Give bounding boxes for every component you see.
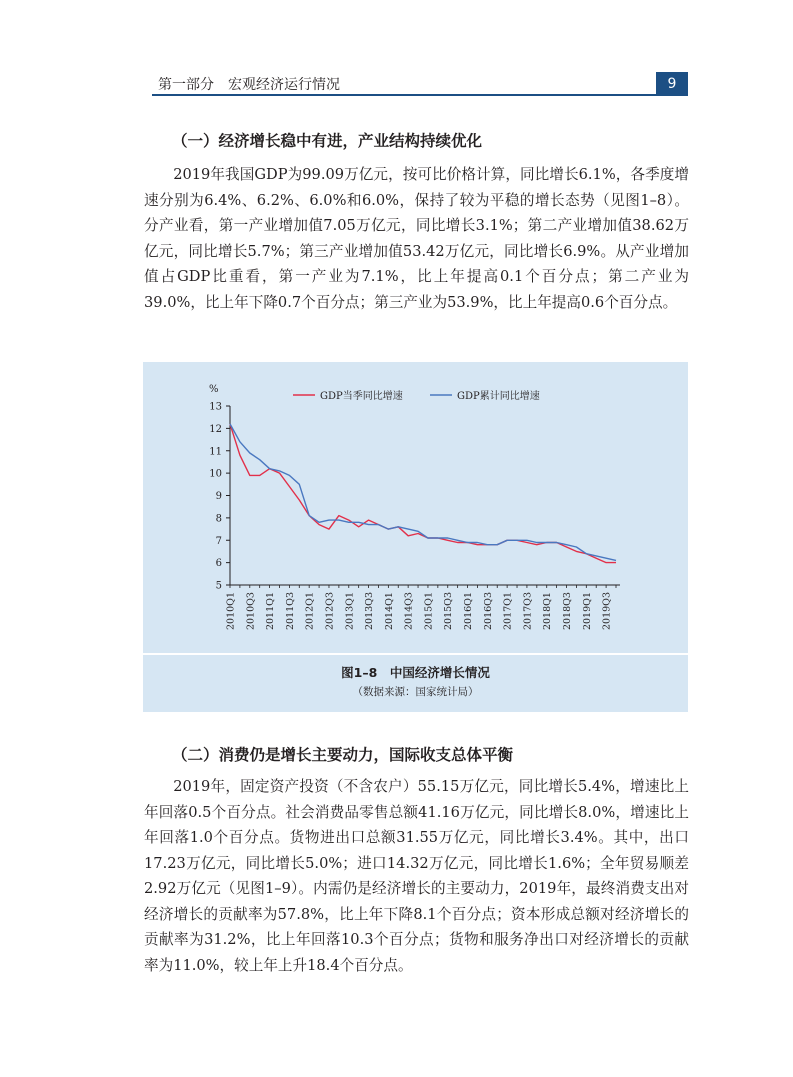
x-tick-label: 2018Q3 [562,592,574,631]
x-tick-label: 2013Q3 [364,592,376,631]
x-tick-label: 2010Q3 [245,592,257,631]
figure-source: （数据来源：国家统计局） [352,686,479,698]
y-tick-label: 6 [215,558,222,570]
x-tick-label: 2013Q1 [344,592,356,631]
page-number: 9 [656,72,688,96]
figure-caption-separator [143,653,688,655]
figure-caption: 图1–8 中国经济增长情况 [341,665,490,680]
x-tick-label: 2017Q1 [502,592,514,631]
header-rule [152,94,688,96]
x-tick-label: 2015Q1 [423,592,435,631]
chart-legend [293,389,540,402]
x-tick-label: 2018Q1 [542,592,554,631]
figure-1-8 [143,362,688,712]
series-line-cumulative [230,424,616,561]
section-heading-1: （一）经济增长稳中有进，产业结构持续优化 [172,132,483,150]
y-tick-label: 10 [209,468,222,480]
y-tick-label: 8 [215,513,222,525]
x-tick-label: 2015Q3 [443,592,455,631]
x-tick-label: 2011Q3 [284,592,296,631]
x-tick-label: 2012Q3 [324,592,336,631]
x-tick-label: 2016Q1 [463,592,475,631]
running-header-section: 第一部分 宏观经济运行情况 [158,77,340,93]
y-tick-label: 9 [215,491,222,502]
y-tick-label: 13 [209,401,222,413]
section-paragraph-2: 2019年，固定资产投资（不含农户）55.15万亿元，同比增长5.4%，增速比上年回落0.5个百分点。社会消费品零售总额41.16万亿元，同比增长8.0%，增速比上年回落1.0个百分点。货物进出口总额31.55万亿元，同比增长3.4%。其中，出口17.23万亿元，同比增长5.0%；进口14.32万亿元，同比增长1.6%；全年贸易顺差2.92万亿元（见图1–9）。内需仍是经济增长的主要动力，2019年，最终消费支出对经济增长的贡献率为57.8%，比上年下降8.1个百分点；资本形成总额对经济增长的贡献率为31.2%，比上年回落10.3个百分点；货物和服务净出口对经济增长的贡献率为11.0%，较上年上升18.4个百分点。 [144,778,689,974]
y-tick-label: 7 [215,535,222,547]
x-tick-label: 2012Q1 [304,592,316,631]
running-header [152,72,688,96]
y-axis-unit: % [209,384,219,395]
legend-label-quarterly: GDP当季同比增速 [320,391,403,402]
x-tick-label: 2010Q1 [225,592,237,631]
y-tick-label: 11 [209,446,222,458]
x-tick-label: 2017Q3 [522,592,534,631]
x-tick-label: 2019Q3 [601,592,613,631]
section-paragraph-1: 2019年我国GDP为99.09万亿元，按可比价格计算，同比增长6.1%，各季度增速分别为6.4%、6.2%、6.0%和6.0%，保持了较为平稳的增长态势（见图1–8）。分产业看，第一产业增加值7.05万亿元，同比增长3.1%；第二产业增加值38.62万亿元，同比增长5.7%；第三产业增加值53.42万亿元，同比增长6.9%。从产业增加值占GDP比重看，第一产业为7.1%，比上年提高0.1个百分点；第二产业为39.0%，比上年下降0.7个百分点；第三产业为53.9%，比上年提高0.6个百分点。 [144,166,689,311]
x-tick-label: 2011Q1 [265,592,277,631]
x-tick-label: 2016Q3 [482,592,494,631]
section-heading-2: （二）消费仍是增长主要动力，国际收支总体平衡 [172,746,514,764]
x-tick-label: 2014Q1 [383,592,395,631]
gdp-growth-chart [143,362,688,652]
legend-label-cumulative: GDP累计同比增速 [457,391,540,402]
y-tick-label: 12 [209,423,222,435]
y-tick-label: 5 [215,580,222,592]
x-tick-label: 2014Q3 [403,592,415,631]
x-tick-label: 2019Q1 [581,592,593,631]
series-line-quarterly [230,424,616,563]
